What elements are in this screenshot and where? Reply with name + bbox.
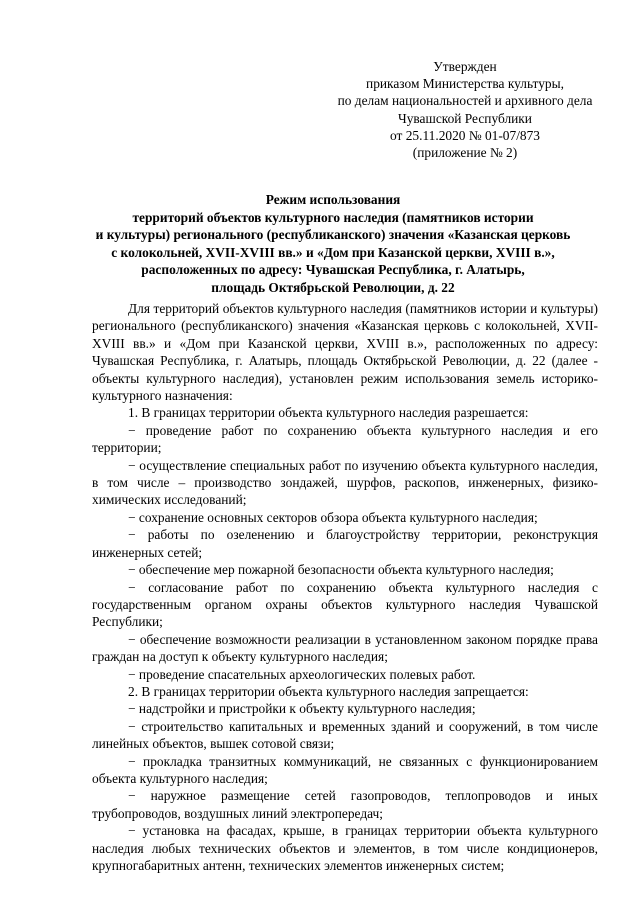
title-line: Режим использования bbox=[265, 192, 401, 207]
approval-block bbox=[320, 58, 610, 161]
title-line: с колокольней, XVII-XVIII вв.» и «Дом при Казанской церкви, XVIII в.», bbox=[111, 244, 555, 260]
section-1-item: − работы по озеленению и благоустройству территории, реконструкция инженерных сетей; bbox=[92, 527, 598, 560]
approval-line: Утвержден bbox=[433, 59, 497, 74]
section-1-item: − осуществление специальных работ по изучению объекта культурного наследия, в том числе – производство зондажей, шурфов, раскопов, инженерных, физико-химических исследований; bbox=[92, 457, 598, 508]
section-2-item: − установка на фасадах, крыше, в границах территории объекта культурного наследия любых технических объектов и элементов, в том числе кондиционеров, крупногабаритных антенн, технических элементов инженерных систем; bbox=[92, 823, 598, 873]
section-2-heading: 2. В границах территории объекта культурного наследия запрещается: bbox=[128, 683, 529, 699]
approval-line: по делам национальностей и архивного дела bbox=[337, 93, 593, 109]
section-1-heading: 1. В границах территории объекта культурного наследия разрешается: bbox=[128, 405, 529, 421]
title-line: площадь Октябрьской Революции, д. 22 bbox=[211, 279, 455, 295]
section-1-item: − сохранение основных секторов обзора объекта культурного наследия; bbox=[128, 509, 538, 525]
section-1-item: − проведение работ по сохранению объекта культурного наследия и его территории; bbox=[92, 422, 598, 456]
document-body bbox=[92, 300, 598, 874]
approval-line: Чувашской Республики bbox=[398, 110, 532, 126]
section-2-item: − наружное размещение сетей газопроводов, теплопроводов и иных трубопроводов, воздушных линий электропередач; bbox=[92, 788, 598, 821]
section-2-item: − надстройки и пристройки к объекту культурного наследия; bbox=[128, 701, 476, 717]
approval-line: (приложение № 2) bbox=[412, 145, 518, 161]
section-1-item: − проведение спасательных археологических полевых работ. bbox=[128, 666, 476, 682]
document-title bbox=[92, 191, 574, 297]
approval-line: приказом Министерства культуры, bbox=[366, 76, 564, 92]
section-2-item: − строительство капитальных и временных зданий и сооружений, в том числе линейных объектов, вышек сотовой связи; bbox=[92, 718, 598, 752]
section-1-item: − обеспечение мер пожарной безопасности объекта культурного наследия; bbox=[128, 562, 554, 578]
section-1-item: − обеспечение возможности реализации в установленном законом порядке права граждан на доступ к объекту культурного наследия; bbox=[92, 631, 598, 665]
title-line: территорий объектов культурного наследия (памятников истории bbox=[132, 209, 534, 225]
intro-paragraph: Для территорий объектов культурного наследия (памятников истории и культуры) регионального (республиканского) значения «Казанская церковь с колокольней, XVII-XVIII вв.» и «Дом при Казанской церкви, XVIII в.», расположенных по адресу: Чувашская Республика, г. Алатырь, площадь Октябрьской Революции, д. 22 (далее - объекты культурного наследия), установлен режим использования земель историко-культурного назначения: bbox=[92, 301, 598, 404]
approval-line: от 25.11.2020 № 01-07/873 bbox=[390, 127, 540, 143]
section-1-item: − согласование работ по сохранению объекта культурного наследия с государственным органом охраны объектов культурного наследия Чувашской Республики; bbox=[92, 579, 598, 630]
title-line: и культуры) регионального (республиканского) значения «Казанская церковь bbox=[95, 227, 571, 243]
section-2-item: − прокладка транзитных коммуникаций, не связанных с функционированием объекта культурного наследия; bbox=[92, 753, 598, 786]
title-line: расположенных по адресу: Чувашская Республика, г. Алатырь, bbox=[141, 262, 525, 278]
